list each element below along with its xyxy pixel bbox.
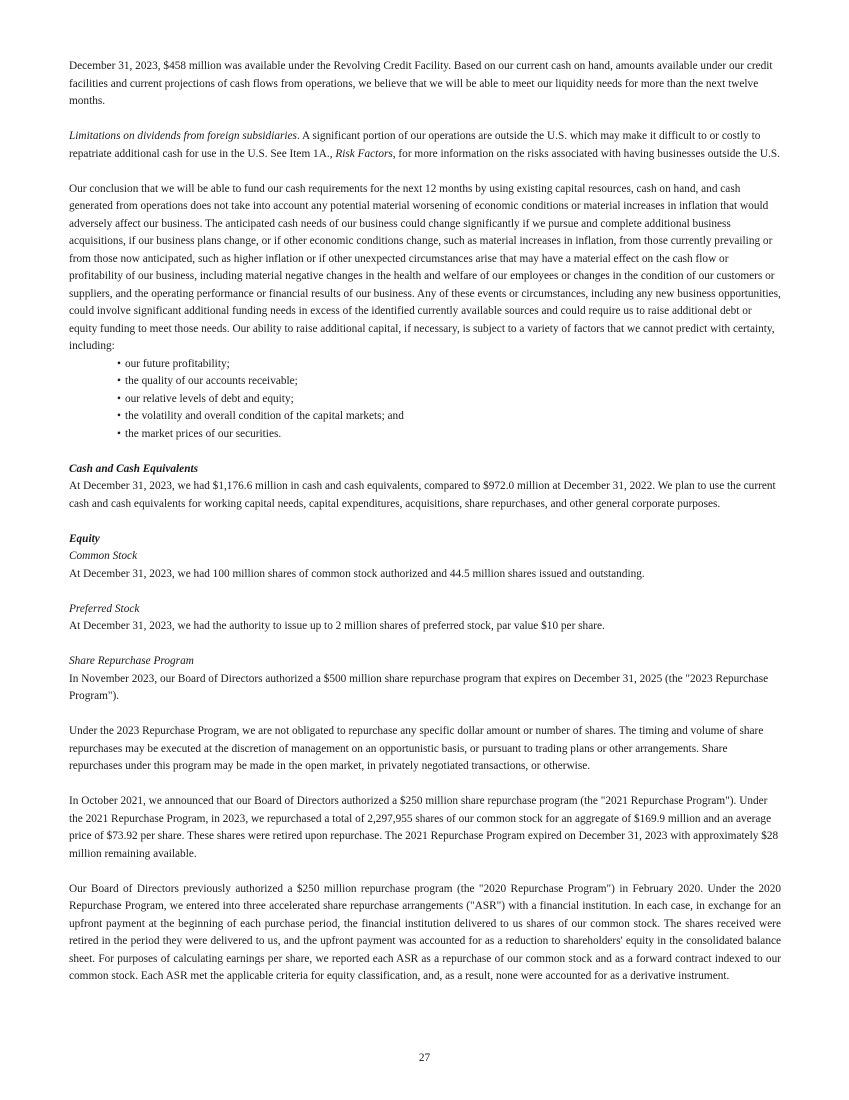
factors-list bbox=[69, 356, 781, 444]
risk-factors-reference: Risk Factors bbox=[335, 147, 393, 160]
conclusion-paragraph: Our conclusion that we will be able to fund our cash requirements for the next 12 months by using existing capital resources, cash on hand, and cash generated from operations does not take into account any potential material worsening of economic conditions or material increases in inflation that would adversely affect our business. The anticipated cash needs of our business could change significantly if we pursue and complete additional business acquisitions, if our business plans change, or if other economic conditions change, such as material increases in inflation, from those currently prevailing or from those now anticipated, such as higher inflation or if other unexpected circumstances arise that may have a material effect on the cash flow or profitability of our business, including material negative changes in the health and welfare of our employees or changes in the condition of our customers or suppliers, and the operating performance or financial results of our business. Any of these events or circumstances, including any new business opportunities, could involve significant additional funding needs in excess of the identified currently available sources and could require us to raise additional debt or equity funding to meet those needs. Our ability to raise additional capital, if necessary, is subject to a variety of factors that we cannot predict with certainty, including: bbox=[69, 182, 781, 352]
preferred-stock-paragraph: At December 31, 2023, we had the authority to issue up to 2 million shares of preferred stock, par value $10 per share. bbox=[69, 620, 605, 632]
liquidity-paragraph: December 31, 2023, $458 million was available under the Revolving Credit Facility. Based on our current cash on hand, amounts available under our credit facilities and current projections of cash flows from operations, we believe that we will be able to meet our liquidity needs for more than the next twelve months. bbox=[69, 60, 773, 107]
page-number: 27 bbox=[418, 1052, 431, 1064]
common-stock-heading: Common Stock bbox=[69, 550, 138, 562]
cash-heading: Cash and Cash Equivalents bbox=[69, 462, 199, 475]
equity-heading: Equity bbox=[69, 532, 100, 545]
list-item: • our future profitability; bbox=[117, 356, 781, 374]
list-item: • the market prices of our securities. bbox=[117, 426, 781, 444]
preferred-stock-heading: Preferred Stock bbox=[69, 602, 140, 615]
limitations-text-a: . A significant portion of our operations are outside the U.S. which may make it difficult to or costly to repatriate additional cash for use in the U.S. See Item 1A., bbox=[69, 130, 761, 160]
document-page bbox=[69, 58, 781, 986]
list-item: • our relative levels of debt and equity; bbox=[117, 391, 781, 409]
repurchase-2020-paragraph: Our Board of Directors previously authorized a $250 million repurchase program (the "2020 Repurchase Program") in February 2020. Under the 2020 Repurchase Program, we entered into three accelerated share repurchase arrangements ("ASR") with a financial institution. In each case, in exchange for an upfront payment at the beginning of each purchase period, the financial institution delivered to us shares of our common stock. The shares received were retired in the period they were delivered to us, and the upfront payment was accounted for as a reduction to shareholders' equity in the consolidated balance sheet. For purposes of calculating earnings per share, we reported each ASR as a repurchase of our common stock and as a forward contract indexed to our common stock. Each ASR met the applicable criteria for equity classification, and, as a result, none were accounted for as a derivative instrument. bbox=[69, 882, 781, 982]
share-repurchase-heading: Share Repurchase Program bbox=[69, 655, 194, 667]
list-item: • the volatility and overall condition of the capital markets; and bbox=[117, 408, 781, 426]
repurchase-2021-paragraph: In October 2021, we announced that our Board of Directors authorized a $250 million share repurchase program (the "2021 Repurchase Program"). Under the 2021 Repurchase Program, in 2023, we repurchased a total of 2,297,955 shares of our common stock for an aggregate of $169.9 million and an average price of $73.92 per share. These shares were retired upon repurchase. The 2021 Repurchase Program expired on December 31, 2023 with approximately $28 million remaining available. bbox=[69, 795, 779, 860]
list-item: • the quality of our accounts receivable; bbox=[117, 373, 781, 391]
common-stock-paragraph: At December 31, 2023, we had 100 million shares of common stock authorized and 44.5 million shares issued and outstanding. bbox=[69, 567, 645, 580]
repurchase-2023-paragraph: Under the 2023 Repurchase Program, we are not obligated to repurchase any specific dollar amount or number of shares. The timing and volume of share repurchases may be executed at the discretion of management on an opportunistic basis, or pursuant to trading plans or other arrangements. Share repurchases under this program may be made in the open market, in privately negotiated transactions, or otherwise. bbox=[69, 725, 764, 772]
cash-paragraph: At December 31, 2023, we had $1,176.6 million in cash and cash equivalents, compared to $972.0 million at December 31, 2022. We plan to use the current cash and cash equivalents for working capital needs, capital expenditures, acquisitions, share repurchases, and other general corporate purposes. bbox=[69, 480, 776, 510]
limitations-paragraph bbox=[69, 128, 781, 163]
limitations-text-b: , for more information on the risks associated with having businesses outside the U.S. bbox=[392, 147, 780, 160]
limitations-heading: Limitations on dividends from foreign subsidiaries bbox=[69, 130, 297, 142]
share-repurchase-paragraph: In November 2023, our Board of Directors authorized a $500 million share repurchase program that expires on December 31, 2025 (the "2023 Repurchase Program"). bbox=[69, 672, 769, 702]
